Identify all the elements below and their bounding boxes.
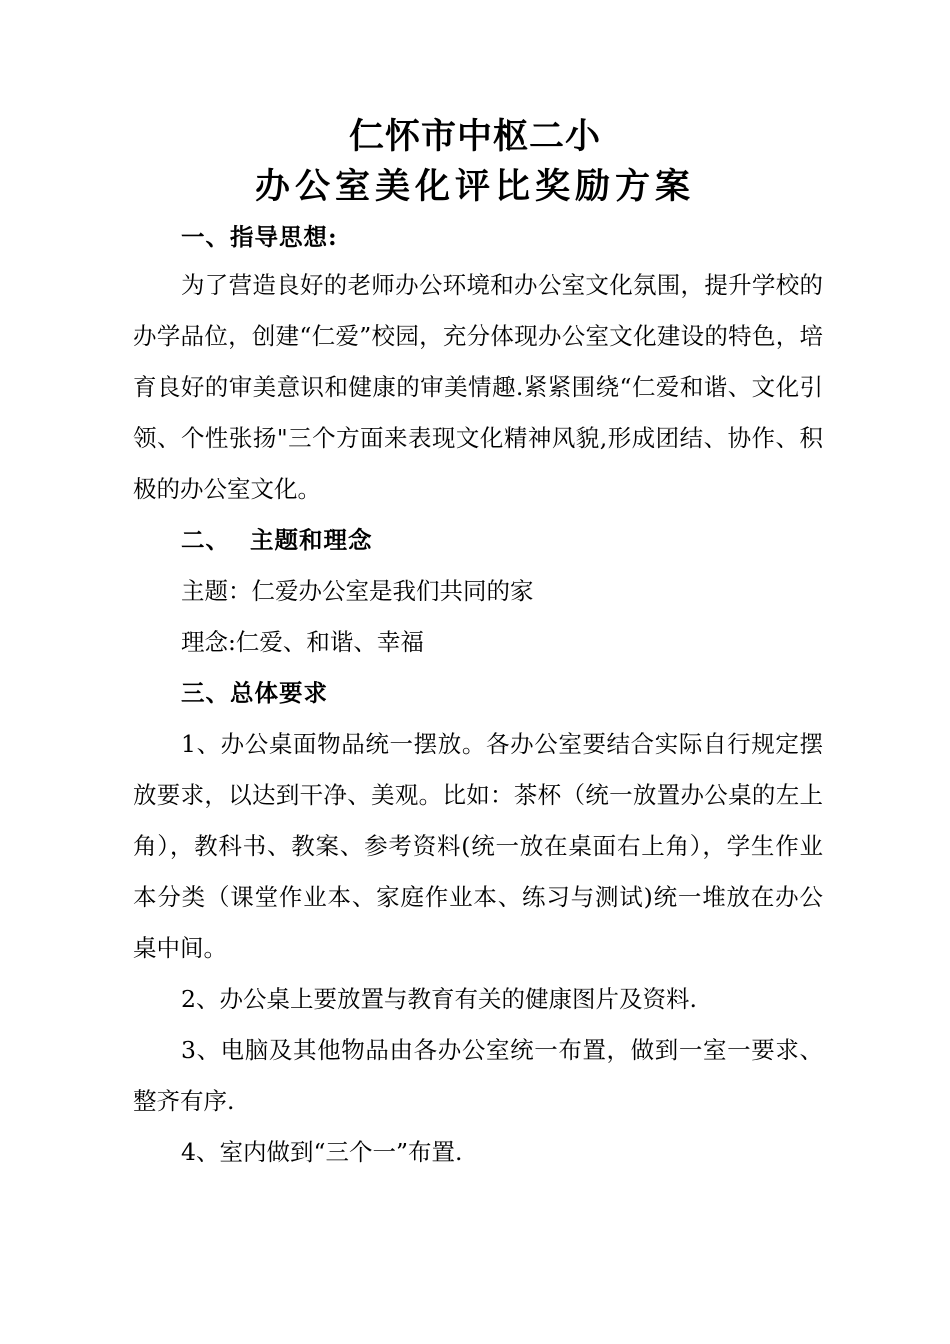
section3-heading: 三、总体要求 [181,679,328,707]
concept-line: 理念:仁爱、和谐、幸福 [181,628,424,656]
document-body [133,260,823,1178]
section2-heading [133,515,823,566]
section2-heading-text: 主题和理念 [250,526,373,554]
section1-heading: 一、指导思想: [181,223,338,251]
section2-heading-number: 二、 [181,526,230,554]
requirement-item-4: 4、室内做到“三个一”布置. [181,1138,463,1166]
requirement-item-3: 3、电脑及其他物品由各办公室统一布置，做到一室一要求、整齐有序. [133,1036,823,1115]
theme-line: 主题：仁爱办公室是我们共同的家 [181,577,534,605]
school-name-title: 仁怀市中枢二小 [348,116,601,157]
document-title: 办公室美化评比奖励方案 [254,166,695,207]
requirement-item-2: 2、办公桌上要放置与教育有关的健康图片及资料. [181,985,697,1013]
requirement-item-1: 1、办公桌面物品统一摆放。各办公室要结合实际自行规定摆放要求，以达到干净、美观。比如：茶杯（统一放置办公桌的左上角），教科书、教案、参考资料(统一放在桌面右上角），学生作业本分类（课堂作业本、家庭作业本、练习与测试)统一堆放在办公桌中间。 [133,730,823,962]
section1-paragraph: 为了营造良好的老师办公环境和办公室文化氛围，提升学校的办学品位，创建“仁爱”校园，充分体现办公室文化建设的特色，培育良好的审美意识和健康的审美情趣.紧紧围绕“仁爱和谐、文化引领、个性张扬"三个方面来表现文化精神风貌,形成团结、协作、积极的办公室文化。 [133,271,823,503]
